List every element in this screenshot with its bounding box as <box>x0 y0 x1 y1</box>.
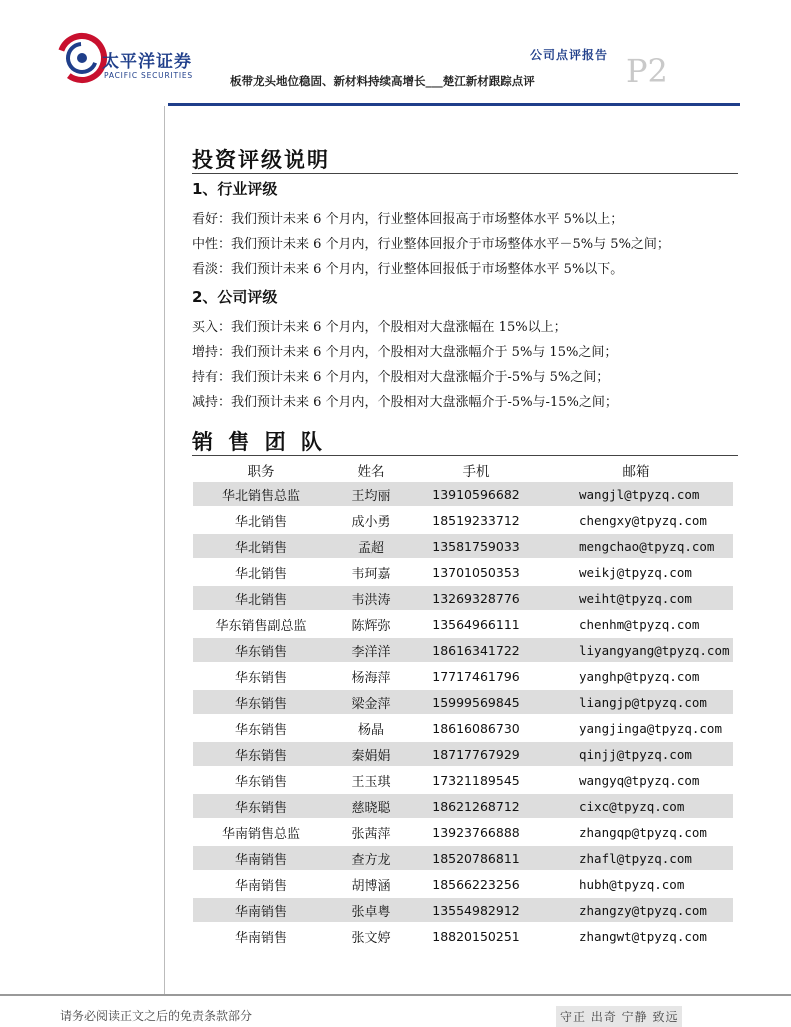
email-cell[interactable]: weiht@tpyzq.com <box>539 585 733 611</box>
industry-rating-heading: 1、行业评级 <box>192 180 278 198</box>
phone-cell: 13910596682 <box>413 482 539 507</box>
name-cell: 杨海萍 <box>329 663 413 689</box>
table-row <box>193 637 733 663</box>
email-cell[interactable]: zhangqp@tpyzq.com <box>539 819 733 845</box>
title-cell: 华东销售副总监 <box>193 611 329 637</box>
phone-cell: 13581759033 <box>413 533 539 559</box>
rating-section-divider <box>192 173 738 174</box>
table-header-row <box>193 458 733 482</box>
email-cell[interactable]: zhangwt@tpyzq.com <box>539 923 733 949</box>
report-subtitle: 板带龙头地位稳固、新材料持续高增长___楚江新材跟踪点评 <box>230 74 535 88</box>
title-cell: 华南销售 <box>193 897 329 923</box>
sales-team-title: 销 售 团 队 <box>192 429 326 454</box>
email-cell[interactable]: zhangzy@tpyzq.com <box>539 897 733 923</box>
email-cell[interactable]: weikj@tpyzq.com <box>539 559 733 585</box>
title-cell: 华南销售总监 <box>193 819 329 845</box>
phone-cell: 17717461796 <box>413 663 539 689</box>
table-row <box>193 663 733 689</box>
name-cell: 王玉琪 <box>329 767 413 793</box>
name-cell: 韦洪涛 <box>329 585 413 611</box>
phone-cell: 15999569845 <box>413 689 539 715</box>
footer-divider <box>0 994 791 996</box>
column-header-title: 职务 <box>247 464 275 480</box>
header-divider <box>168 103 740 106</box>
title-cell: 华东销售 <box>193 663 329 689</box>
company-rating-overweight: 增持：我们预计未来 6 个月内，个股相对大盘涨幅介于 5%与 15%之间； <box>192 345 618 360</box>
phone-cell: 18616341722 <box>413 637 539 663</box>
industry-rating-negative: 看淡：我们预计未来 6 个月内，行业整体回报低于市场整体水平 5%以下。 <box>192 262 624 277</box>
title-cell: 华东销售 <box>193 689 329 715</box>
table-row <box>193 585 733 611</box>
brand-name-cn: 太平洋证券 <box>102 52 192 72</box>
email-cell[interactable]: cixc@tpyzq.com <box>539 793 733 819</box>
name-cell: 胡博涵 <box>329 871 413 897</box>
phone-cell: 13564966111 <box>413 611 539 637</box>
name-cell: 陈辉弥 <box>329 611 413 637</box>
footer-disclaimer: 请务必阅读正文之后的免责条款部分 <box>60 1009 253 1023</box>
email-cell[interactable]: yangjinga@tpyzq.com <box>539 715 733 741</box>
table-row <box>193 689 733 715</box>
column-header-name: 姓名 <box>357 464 385 480</box>
title-cell: 华北销售总监 <box>193 482 329 507</box>
name-cell: 杨晶 <box>329 715 413 741</box>
table-row <box>193 923 733 949</box>
phone-cell: 13701050353 <box>413 559 539 585</box>
title-cell: 华东销售 <box>193 741 329 767</box>
table-row <box>193 715 733 741</box>
page-number: P2 <box>626 52 668 90</box>
phone-cell: 18566223256 <box>413 871 539 897</box>
table-row <box>193 845 733 871</box>
email-cell[interactable]: chengxy@tpyzq.com <box>539 507 733 533</box>
footer-motto: 守正 出奇 宁静 致远 <box>556 1006 682 1027</box>
title-cell: 华东销售 <box>193 637 329 663</box>
report-type: 公司点评报告 <box>530 48 609 62</box>
name-cell: 李洋洋 <box>329 637 413 663</box>
industry-rating-positive: 看好：我们预计未来 6 个月内，行业整体回报高于市场整体水平 5%以上； <box>192 212 624 227</box>
name-cell: 王均丽 <box>329 482 413 507</box>
name-cell: 查方龙 <box>329 845 413 871</box>
title-cell: 华东销售 <box>193 715 329 741</box>
title-cell: 华北销售 <box>193 507 329 533</box>
phone-cell: 17321189545 <box>413 767 539 793</box>
phone-cell: 13923766888 <box>413 819 539 845</box>
industry-rating-neutral: 中性：我们预计未来 6 个月内，行业整体回报介于市场整体水平－5%与 5%之间； <box>192 237 670 252</box>
table-row <box>193 482 733 507</box>
phone-cell: 13554982912 <box>413 897 539 923</box>
email-cell[interactable]: mengchao@tpyzq.com <box>539 533 733 559</box>
email-cell[interactable]: zhafl@tpyzq.com <box>539 845 733 871</box>
table-row <box>193 559 733 585</box>
title-cell: 华北销售 <box>193 533 329 559</box>
company-rating-buy: 买入：我们预计未来 6 个月内，个股相对大盘涨幅在 15%以上； <box>192 320 567 335</box>
table-row <box>193 533 733 559</box>
email-cell[interactable]: hubh@tpyzq.com <box>539 871 733 897</box>
table-row <box>193 767 733 793</box>
title-cell: 华北销售 <box>193 559 329 585</box>
left-margin-rule <box>164 106 165 994</box>
title-cell: 华南销售 <box>193 923 329 949</box>
phone-cell: 18621268712 <box>413 793 539 819</box>
table-row <box>193 793 733 819</box>
rating-section-title: 投资评级说明 <box>192 147 330 172</box>
email-cell[interactable]: yanghp@tpyzq.com <box>539 663 733 689</box>
company-rating-reduce: 减持：我们预计未来 6 个月内，个股相对大盘涨幅介于-5%与-15%之间； <box>192 395 618 410</box>
name-cell: 韦珂嘉 <box>329 559 413 585</box>
email-cell[interactable]: wangjl@tpyzq.com <box>539 482 733 507</box>
title-cell: 华东销售 <box>193 793 329 819</box>
brand-name-en: PACIFIC SECURITIES <box>104 71 193 80</box>
table-row <box>193 871 733 897</box>
name-cell: 张茜萍 <box>329 819 413 845</box>
phone-cell: 18820150251 <box>413 923 539 949</box>
name-cell: 张卓粤 <box>329 897 413 923</box>
email-cell[interactable]: qinjj@tpyzq.com <box>539 741 733 767</box>
name-cell: 张文婷 <box>329 923 413 949</box>
company-rating-heading: 2、公司评级 <box>192 288 278 306</box>
email-cell[interactable]: wangyq@tpyzq.com <box>539 767 733 793</box>
company-rating-hold: 持有：我们预计未来 6 个月内，个股相对大盘涨幅介于-5%与 5%之间； <box>192 370 610 385</box>
sales-team-rows <box>193 482 733 949</box>
phone-cell: 13269328776 <box>413 585 539 611</box>
name-cell: 梁金萍 <box>329 689 413 715</box>
phone-cell: 18717767929 <box>413 741 539 767</box>
title-cell: 华南销售 <box>193 845 329 871</box>
column-header-phone: 手机 <box>462 464 490 480</box>
email-cell[interactable]: liangjp@tpyzq.com <box>539 689 733 715</box>
name-cell: 成小勇 <box>329 507 413 533</box>
name-cell: 孟超 <box>329 533 413 559</box>
phone-cell: 18616086730 <box>413 715 539 741</box>
table-row <box>193 507 733 533</box>
name-cell: 秦娟娟 <box>329 741 413 767</box>
sales-team-table <box>193 458 733 950</box>
email-cell[interactable]: liyangyang@tpyzq.com <box>539 637 733 663</box>
name-cell: 慈晓聪 <box>329 793 413 819</box>
table-row <box>193 741 733 767</box>
column-header-email: 邮箱 <box>622 464 650 480</box>
email-cell[interactable]: chenhm@tpyzq.com <box>539 611 733 637</box>
phone-cell: 18520786811 <box>413 845 539 871</box>
table-row <box>193 897 733 923</box>
sales-team-divider <box>192 455 738 456</box>
phone-cell: 18519233712 <box>413 507 539 533</box>
table-row <box>193 611 733 637</box>
title-cell: 华南销售 <box>193 871 329 897</box>
table-row <box>193 819 733 845</box>
title-cell: 华北销售 <box>193 585 329 611</box>
title-cell: 华东销售 <box>193 767 329 793</box>
